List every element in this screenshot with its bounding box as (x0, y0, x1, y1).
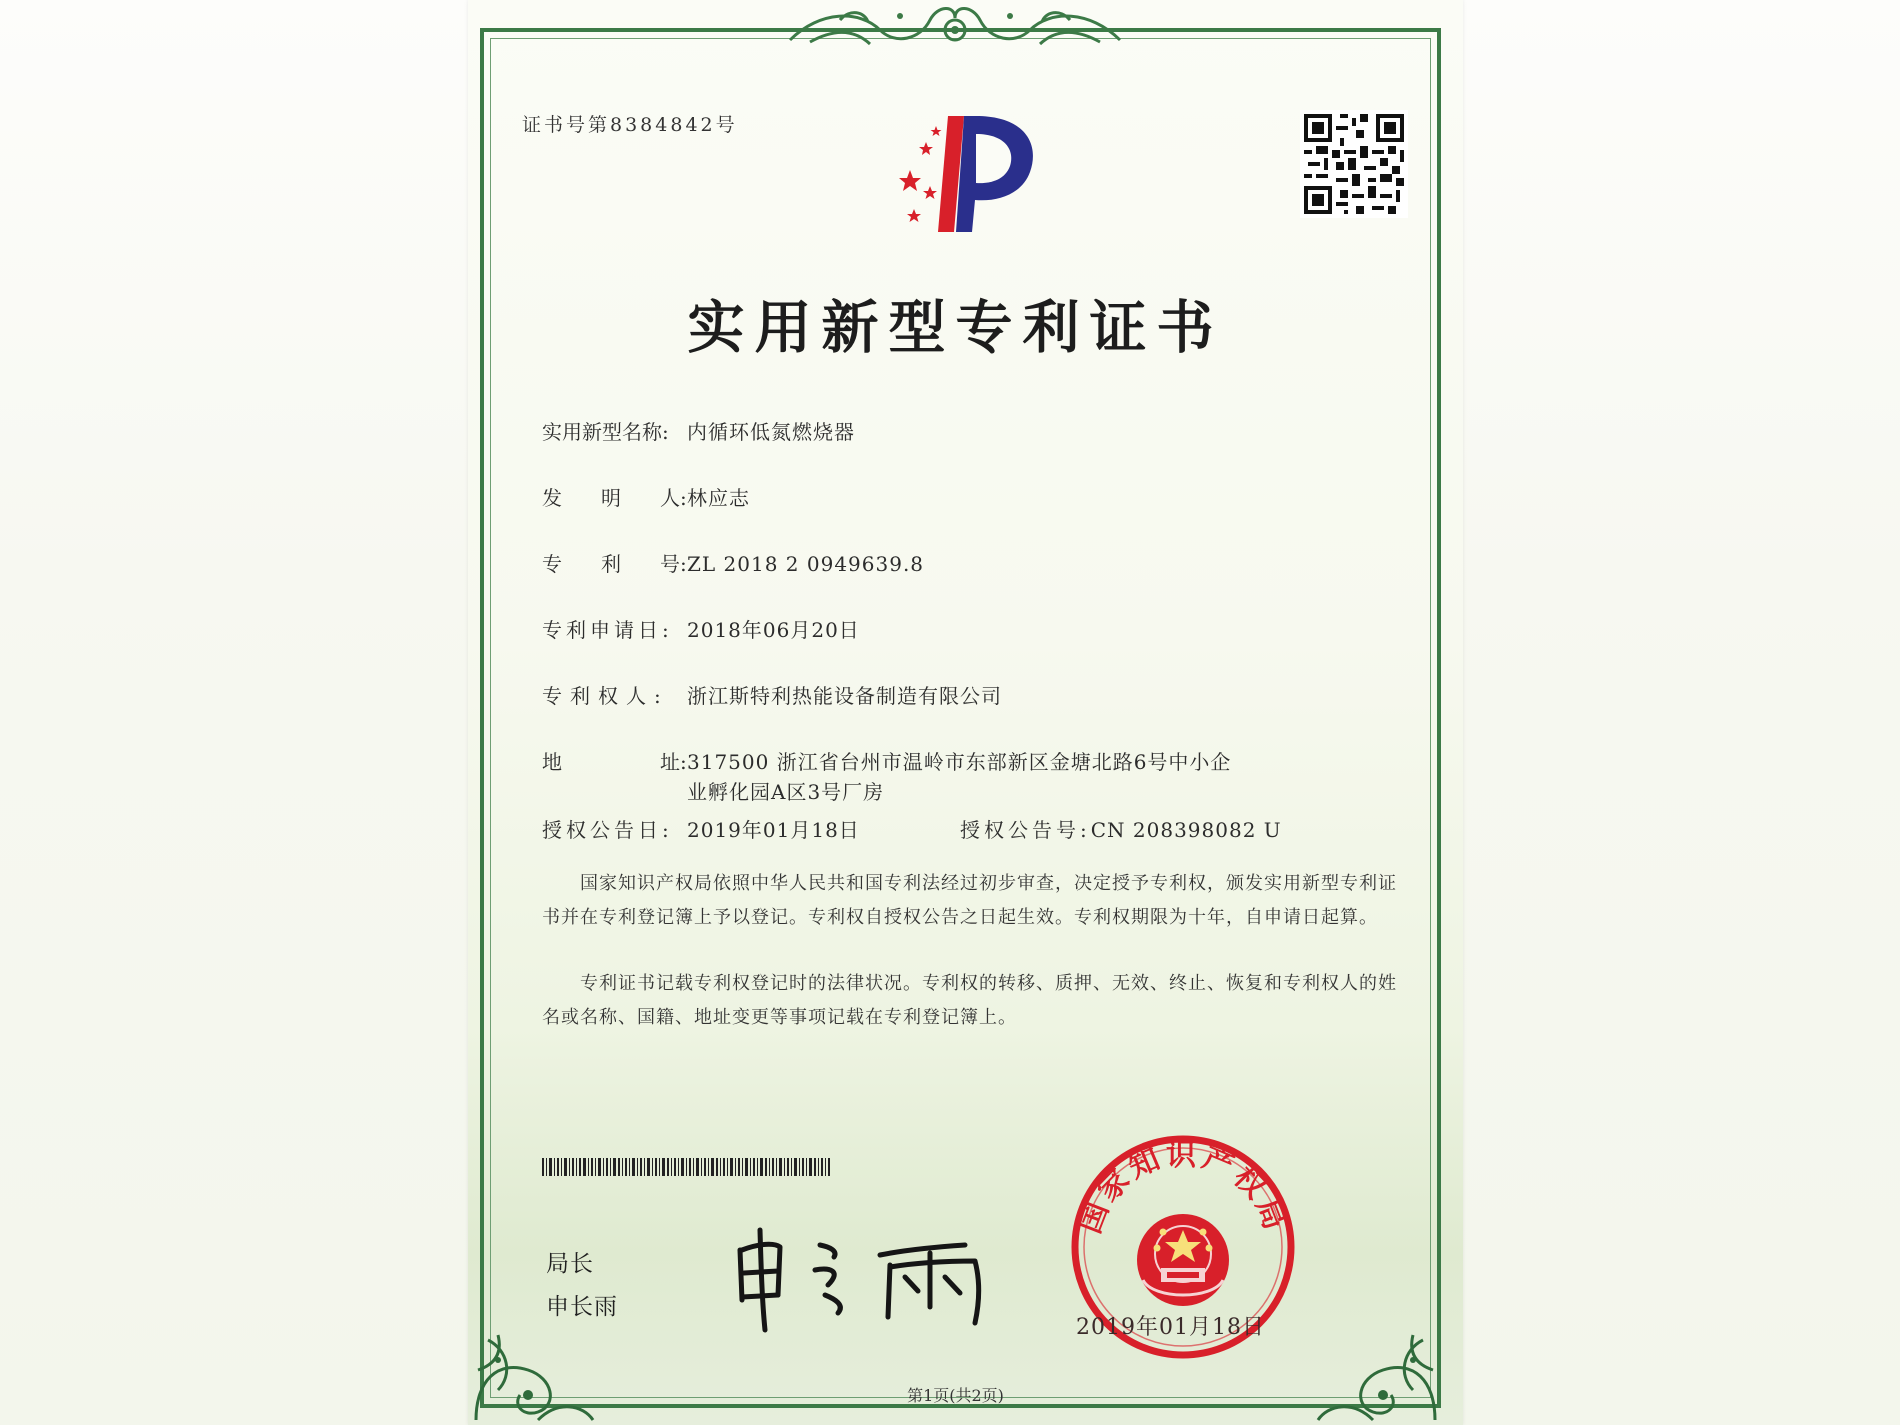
field-patent-number (542, 548, 924, 577)
certificate-document (468, 0, 1463, 1425)
field-value: ZL 2018 2 0949639.8 (687, 552, 925, 576)
field-label: 专利申请日: (542, 618, 673, 642)
seal-date: 2019年01月18日 (1076, 1315, 1265, 1340)
field-label: 专利权人: (542, 684, 669, 708)
field-value: 内循环低氮燃烧器 (687, 420, 855, 444)
field-grant-date (542, 814, 860, 843)
field-value: 林应志 (687, 486, 750, 510)
director-signature-icon (730, 1225, 990, 1335)
bottom-right-ornament-icon (1313, 1320, 1443, 1425)
certificate-statement-paragraph: 国家知识产权局依照中华人民共和国专利法经过初步审查，决定授予专利权，颁发实用新型专利证书并在专利登记簿上予以登记。专利权自授权公告之日起生效。专利权期限为十年，自申请日起算。 (542, 873, 1397, 928)
page-margin-left (0, 0, 470, 1425)
bottom-left-ornament-icon (468, 1320, 598, 1425)
legal-status-paragraph: 专利证书记载专利权登记时的法律状况。专利权的转移、质押、无效、终止、恢复和专利权人的姓名或名称、国籍、地址变更等事项记载在专利登记簿上。 (542, 973, 1397, 1028)
field-value: 2018年06月20日 (687, 618, 860, 642)
field-label: 实用新型名称: (542, 420, 669, 444)
field-label: 发 明 人 : (542, 486, 687, 510)
page-margin-right (1460, 0, 1900, 1425)
svg-text:国家知识产权局: 国家知识产权局 (1072, 1138, 1294, 1239)
patent-office-emblem-icon (880, 104, 1055, 239)
field-label: 专 利 号 : (542, 552, 687, 576)
director-title: 局长 (546, 1251, 594, 1277)
field-value: 浙江斯特利热能设备制造有限公司 (687, 684, 1002, 708)
barcode-icon (542, 1158, 830, 1176)
field-label: 地 址 : (542, 750, 687, 774)
field-inventor (542, 482, 750, 511)
top-ornament-icon (780, 0, 1130, 56)
field-value: 2019年01月18日 (687, 818, 860, 842)
page-number: 第1页(共2页) (907, 1386, 1004, 1405)
field-value: CN 208398082 U (1090, 818, 1282, 842)
field-patentee (542, 680, 1002, 709)
field-label: 授权公告号: (960, 818, 1091, 842)
field-label: 授权公告日: (542, 818, 673, 842)
qr-code-icon (1300, 110, 1408, 218)
field-application-date (542, 614, 860, 643)
certificate-number: 证书号第8384842号 (522, 114, 738, 136)
field-address-line2 (687, 776, 884, 805)
field-grant-number (960, 814, 1282, 843)
field-address (542, 746, 1231, 775)
director-name: 申长雨 (546, 1294, 618, 1320)
field-value: 317500 浙江省台州市温岭市东部新区金塘北路6号中小企 (687, 750, 1232, 774)
field-value: 业孵化园A区3号厂房 (687, 780, 885, 804)
certificate-title: 实用新型专利证书 (687, 294, 1224, 361)
field-utility-model-name (542, 416, 855, 445)
